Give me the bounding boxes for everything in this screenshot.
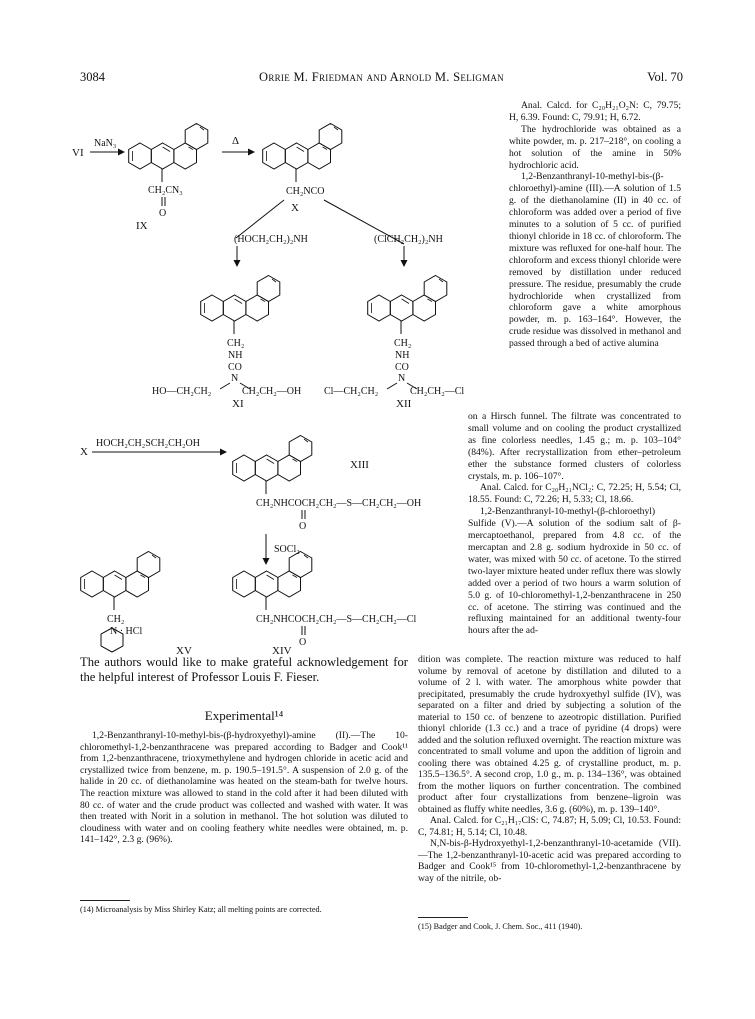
xiii-side-chain: CH₂NHCOCH₂CH₂—S—CH₂CH₂—OH (256, 498, 422, 509)
xii-ch2: CH₂ (394, 338, 412, 349)
running-header (80, 70, 683, 86)
xiii-oxygen: O (299, 521, 307, 532)
xi-n: N (231, 373, 239, 384)
right-column-middle (468, 411, 681, 637)
xv-ch2: CH₂ (107, 614, 125, 625)
xii-nh: NH (395, 350, 410, 361)
compound-label-vi: VI (72, 147, 84, 159)
xi-right-arm: CH₂CH₂—OH (242, 386, 302, 397)
analysis-v: Anal. Calcd. for C₂₁H₁₇ClS: C, 74.87; H, 5.09; Cl, 10.53. Found: C, 74.81; H, 5.14; Cl, 10.48. (418, 815, 681, 838)
analysis-iii: Anal. Calcd. for C₂₀H₂₁NCl₂: C, 72.25; H, 5.54; Cl, 18.55. Found: C, 72.26; H, 5.33; Cl, 18.66. (468, 482, 681, 506)
acknowledgement: The authors would like to make grateful acknowledgement for the helpful interest of Professor Louis F. Fieser. (80, 655, 408, 684)
sulfide-continuation: dition was complete. The reaction mixture was reduced to half volume by removal of acetone by distillation and diluted to a volume of 2 l. with water. The amorphous white powder that precipitated, presumably the crude hydroxyethyl sulfide (IV), was separated on a filter and dried by subjecting a solution of the material to 150 cc. of benzene to azeotropic distillation. Purified thionyl chloride (1.3 cc.) and a trace of pyridine (4 drops) were added and the solution refluxed overnight. The reaction mixture was concentrated to small volume and upon the addition of ligroin and cooling there was obtained 4.25 g. of crystalline product, m. p. 135.5–136.5°. A second crop, 1.0 g., m. p. 134–136°, was obtained from the mother liquors on further concentration. The combined product after four crystallizations from benzene–ligroin was obtained as fluffy white needles, 3.6 g. (60%), m. p. 139–140°. (418, 654, 681, 815)
xii-n: N (398, 373, 406, 384)
compound-label-xv: XV (176, 645, 192, 656)
experimental-heading: Experimental¹⁴ (204, 708, 284, 723)
benzanthracene-xii (368, 276, 447, 322)
compound-label-xi: XI (232, 398, 244, 410)
right-column-bottom (418, 654, 681, 884)
right-column-top (509, 100, 681, 350)
xii-left-arm: Cl—CH₂CH₂ (324, 386, 379, 397)
xii-co: CO (395, 362, 409, 373)
footnote-rule-right (418, 917, 468, 918)
reagent-nan3: NaN₃ (94, 138, 117, 149)
compound-v-paragraph: 1,2-Benzanthranyl-10-methyl-(β-chloroethyl) Sulfide (V).—A solution of the sodium salt of β-mercaptoethanol, prepared from 4.8 cc. of the mercaptan and 2.8 g. sodium hydroxide in 50 cc. of water, was mixed with 50 cc. of acetone. To the stirred two-layer mixture heated under reflux there was slowly added over a period of two hours a warm solution of 5.0 g. of 10-chloromethyl-1,2-benzanthracene in 250 cc. of acetone. The stirring was continued and the refluxing maintained for an additional twenty-four hours after the ad- (468, 506, 681, 637)
benzanthracene-ix (129, 124, 208, 170)
reagent-thiodiglycol: HOCH₂CH₂SCH₂CH₂OH (96, 438, 200, 449)
ix-oxygen: O (159, 208, 167, 219)
xi-ch2: CH₂ (227, 338, 245, 349)
compound-iii-paragraph: 1,2-Benzanthranyl-10-methyl-bis-(β-chloroethyl)-amine (III).—A solution of 1.5 g. of the diethanolamine (II) in 40 cc. of chloroform was added over a period of five minutes to a solution of 5 cc. of purified thionyl chloride in 18 cc. of chloroform. The mixture was refluxed for one-half hour. The chloroform and excess thionyl chloride were removed by distillation under reduced pressure. The residue, presumably the crude hydrochloride when crystallized from chloroform gave a white amorphous powder, m. p. 163–164°. However, the crude residue was dissolved in methanol and passed through a bed of active alumina (509, 171, 681, 350)
compound-label-x-start: X (80, 446, 88, 458)
arrow-x-to-xi-diag (236, 200, 284, 238)
footnote-14: (14) Microanalysis by Miss Shirley Katz; all melting points are corrected. (80, 905, 322, 914)
reaction-scheme (62, 96, 530, 656)
xiv-oxygen: O (299, 637, 307, 648)
xi-left-arm: HO—CH₂CH₂ (152, 386, 212, 397)
left-column-body (80, 730, 408, 846)
benzanthracene-xiv (233, 552, 312, 598)
heat-symbol: Δ (232, 135, 240, 147)
compound-ii-paragraph: 1,2-Benzanthranyl-10-methyl-bis-(β-hydroxyethyl)-amine (II).—The 10-chloromethyl-1,2-benzanthracene was prepared according to Badger and Cook¹¹ from 1,2-benzanthracene, trioxymethylene and hydrogen chloride in acetic acid and crystallized twice from benzene, m. p. 190.5–191.5°. A suspension of 2.0 g. of the halide in 20 cc. of diethanolamine was heated on the steam-bath for twelve hours. The reaction mixture was allowed to stand in the cold after it had been diluted with 80 cc. of water and the crude product was collected and washed with water. It was then treated with Norit in a solution in methanol. The hot solution was diluted to cloudiness with water and on cooling feathery white needles were obtained, m. p. 141–142°, 2.3 g. (96%). (80, 730, 408, 846)
compound-label-x: X (291, 202, 299, 214)
analysis-ii: Anal. Calcd. for C₂₀H₂₁O₂N: C, 79.75; H, 6.39. Found: C, 79.91; H, 6.72. (509, 100, 681, 123)
xv-hcl: N · HCl (110, 626, 143, 637)
xi-nh: NH (228, 350, 243, 361)
running-authors: Orrie M. Friedman and Arnold M. Seligman (259, 70, 504, 84)
footnote-rule-left (80, 900, 130, 901)
xiv-side-chain: CH₂NHCOCH₂CH₂—S—CH₂CH₂—Cl (256, 614, 417, 625)
compound-label-xiv: XIV (272, 645, 292, 656)
x-substituent: CH₂NCO (286, 186, 325, 197)
footnote-15: (15) Badger and Cook, J. Chem. Soc., 411 (1940). (418, 922, 583, 931)
alumina-continuation: on a Hirsch funnel. The filtrate was concentrated to small volume and on cooling the product crystallized as fine colorless needles, 1.45 g.; m. p. 103–104° (84%). After recrystallization from ether–petroleum ether the substance formed clusters of colorless crystals, m. p. 106–107°. (468, 411, 681, 482)
ix-substituent: CH₂CN₃ (148, 185, 183, 196)
compound-label-xiii: XIII (350, 459, 369, 471)
hydrochloride-paragraph: The hydrochloride was obtained as a white powder, m. p. 217–218°, on cooling a hot solution of the amine in 50% hydrochloric acid. (509, 123, 681, 171)
benzanthracene-xiii (233, 436, 312, 482)
benzanthracene-xv (81, 552, 160, 598)
xii-right-arm: CH₂CH₂—Cl (410, 386, 465, 397)
compound-vii-paragraph: N,N-bis-β-Hydroxyethyl-1,2-benzanthranyl-10-acetamide (VII).—The 1,2-benzanthranyl-10-acetic acid was prepared according to Badger and Cook¹⁵ from 10-chloromethyl-1,2-benzanthracene by way of the nitrile, ob- (418, 838, 681, 884)
benzanthracene-xi (201, 276, 280, 322)
benzanthracene-x (263, 124, 342, 170)
xi-co: CO (228, 362, 242, 373)
compound-label-xii: XII (396, 398, 412, 410)
compound-label-ix: IX (136, 220, 148, 232)
reagent-diethanolamine: (HOCH₂CH₂)₂NH (234, 234, 308, 245)
reagent-bis-chloroethylamine: (ClCH₂CH₂)₂NH (374, 234, 443, 245)
volume-label: Vol. 70 (647, 70, 683, 84)
reagent-socl2: SOCl₂ (274, 544, 300, 555)
page-number: 3084 (80, 70, 105, 84)
